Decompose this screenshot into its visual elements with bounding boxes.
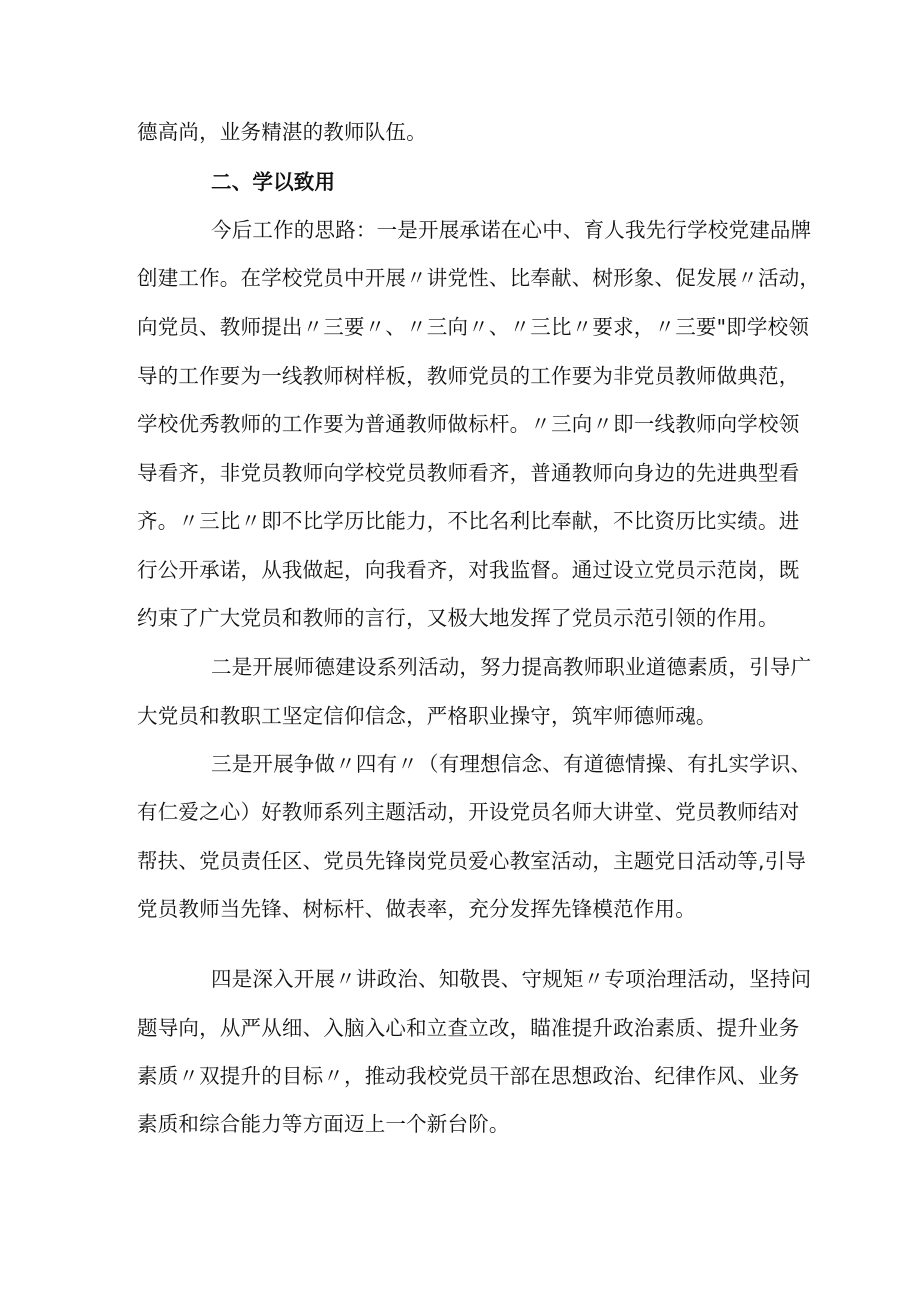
text-line: 题导向，从严从细、入脑入心和立查立改，瞄准提升政治素质、提升业务 xyxy=(137,1016,800,1040)
text-line: 行公开承诺，从我做起，向我看齐，对我监督。通过设立党员示范岗，既 xyxy=(137,558,800,582)
text-line: 向党员、教师提出〃三要〃、〃三向〃、〃三比〃要求，〃三要"即学校领 xyxy=(137,315,810,339)
text-line: 导看齐，非党员教师向学校党员教师看齐，普通教师向身边的先进典型看 xyxy=(137,461,800,485)
text-line: 素质和综合能力等方面迈上一个新台阶。 xyxy=(137,1112,510,1136)
text-line: 二是开展师德建设系列活动，努力提高教师职业道德素质，引导广 xyxy=(211,655,812,679)
text-line: 帮扶、党员责任区、党员先锋岗党员爱心教室活动，主题党日活动等,引导 xyxy=(137,849,807,873)
text-line: 导的工作要为一线教师树样板，教师党员的工作要为非党员教师做典范， xyxy=(137,364,800,388)
text-line: 今后工作的思路：一是开展承诺在心中、育人我先行学校党建品牌 xyxy=(211,218,812,242)
text-line: 德高尚，业务精湛的教师队伍。 xyxy=(137,120,427,144)
text-line: 齐。〃三比〃即不比学历比能力，不比名利比奉献，不比资历比实绩。进 xyxy=(137,509,800,533)
text-line: 素质〃双提升的目标〃，推动我校党员干部在思想政治、纪律作风、业务 xyxy=(137,1064,800,1088)
text-line: 有仁爱之心）好教师系列主题活动，开设党员名师大讲堂、党员教师结对 xyxy=(137,800,800,824)
text-line: 党员教师当先锋、树标杆、做表率，充分发挥先锋模范作用。 xyxy=(137,897,696,921)
text-line: 三是开展争做〃四有〃（有理想信念、有道德情操、有扎实学识、 xyxy=(211,752,812,776)
section-heading: 二、学以致用 xyxy=(211,170,336,194)
text-line: 学校优秀教师的工作要为普通教师做标杆。〃三向〃即一线教师向学校领 xyxy=(137,412,800,436)
text-line: 创建工作。在学校党员中开展〃讲党性、比奉献、树形象、促发展〃活动， xyxy=(137,266,821,290)
text-line: 约束了广大党员和教师的言行，又极大地发挥了党员示范引领的作用。 xyxy=(137,606,779,630)
text-line: 四是深入开展〃讲政治、知敬畏、守规矩〃专项治理活动，坚持问 xyxy=(211,967,812,991)
text-line: 大党员和教职工坚定信仰信念，严格职业操守，筑牢师德师魂。 xyxy=(137,704,717,728)
